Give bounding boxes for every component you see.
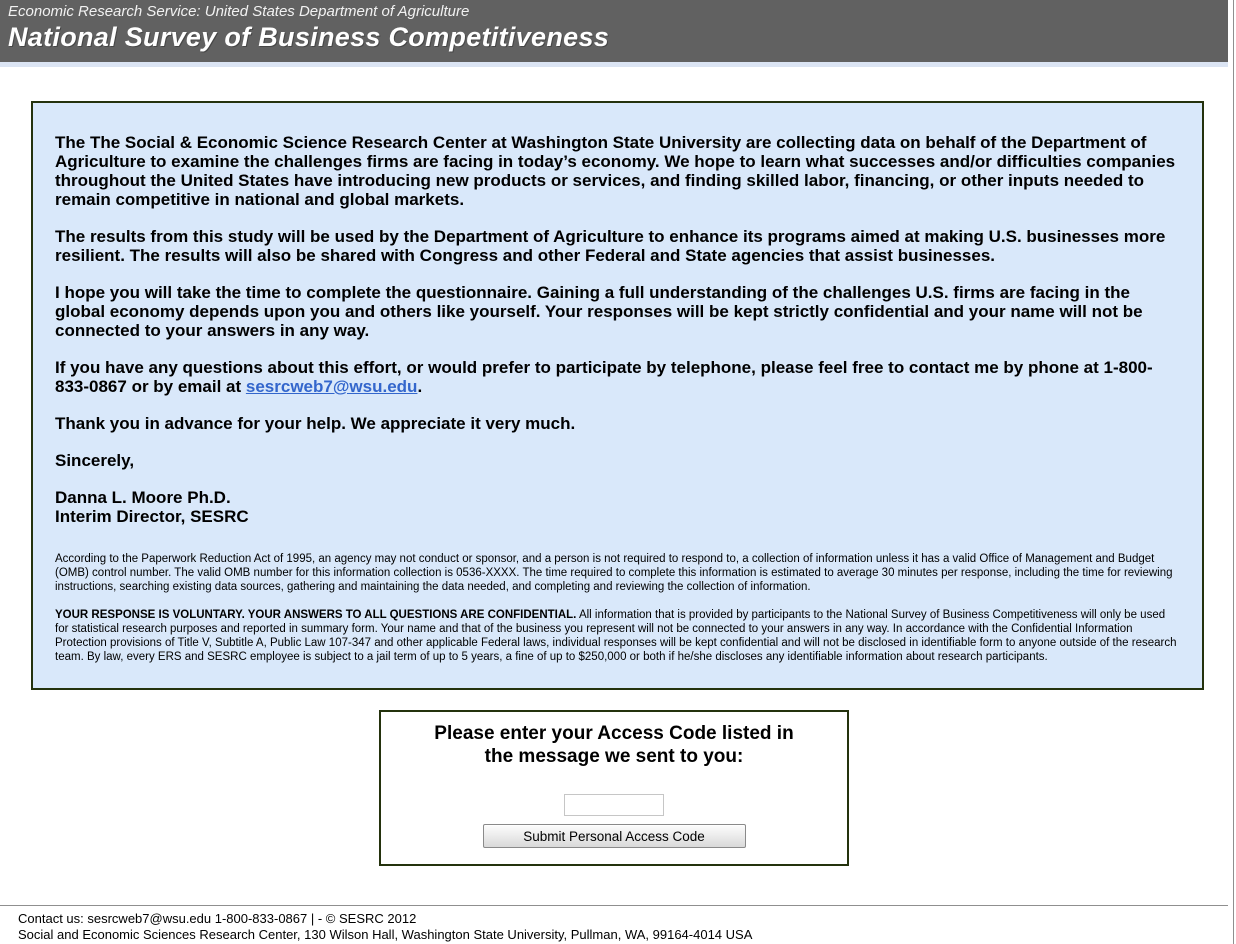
access-code-input[interactable] <box>564 794 664 816</box>
letter-paragraph-confidential: I hope you will take the time to complete the questionnaire. Gaining a full understanding of the challenges U.S. firms are facing in the global economy depends upon you and others like yourself. Your responses will be kept strictly confidential and your name will not be connected to your answers in any way. <box>55 283 1143 340</box>
footer-address-line: Social and Economic Sciences Research Center, 130 Wilson Hall, Washington State University, Pullman, WA, 99164-4014 USA <box>18 927 753 942</box>
voluntary-notice-bold-lead: YOUR RESPONSE IS VOLUNTARY. YOUR ANSWERS TO ALL QUESTIONS ARE CONFIDENTIAL. <box>55 609 577 621</box>
page-footer <box>0 905 1228 943</box>
contact-email-link[interactable]: sesrcweb7@wsu.edu <box>245 377 418 396</box>
contact-text-before-email: If you have any questions about this effort, or would prefer to participate by telephone, please feel free to contact me by phone at 1-800-833-0867 or by email at <box>55 358 1153 396</box>
submit-access-code-button[interactable]: Submit Personal Access Code <box>483 824 746 848</box>
site-header <box>0 0 1228 62</box>
access-code-panel <box>379 710 849 866</box>
signature-block <box>55 488 1180 526</box>
scrollbar-line <box>1233 0 1234 944</box>
scrollbar-track[interactable] <box>1228 0 1236 944</box>
voluntary-confidentiality-notice <box>55 608 1180 664</box>
header-accent-bar <box>0 62 1228 67</box>
letter-paragraph-intro: The The Social & Economic Science Research Center at Washington State University are collecting data on behalf of the Department of Agriculture to examine the challenges firms are facing in today’s economy. We hope to learn what successes and/or difficulties companies throughout the United States have introducing new products or services, and finding skilled labor, financing, or other inputs needed to remain competitive in national and global markets. <box>55 133 1176 209</box>
footer-contact-line: Contact us: sesrcweb7@wsu.edu 1-800-833-0867 | - © SESRC 2012 <box>18 911 417 926</box>
letter-paragraph-thanks: Thank you in advance for your help. We appreciate it very much. <box>55 414 576 433</box>
paperwork-reduction-notice: According to the Paperwork Reduction Act of 1995, an agency may not conduct or sponsor, and a person is not required to respond to, a collection of information unless it has a valid Office of Management and Budget (OMB) control number. The valid OMB number for this information collection is 0536-XXXX. The time required to complete this information is estimated to average 30 minutes per response, including the time for reviewing instructions, searching existing data sources, gathering and maintaining the data needed, and completing and reviewing the collection of information. <box>55 553 1173 593</box>
voluntary-notice-body: All information that is provided by participants to the National Survey of Business Competitiveness will only be used for statistical research purposes and reported in summary form. Your name and that of the business you represent will not be connected to your answers in any way. In accordance with the Confidential Information Protection provisions of Title V, Subtitle A, Public Law 107-347 and other applicable Federal laws, individual responses will be kept confidential and will not be disclosed in identifiable form to anyone outside of the research team. By law, every ERS and SESRC employee is subject to a jail term of up to 5 years, a fine of up to $250,000 or both if he/she discloses any identifiable information about research participants. <box>55 609 1177 663</box>
invitation-letter-panel <box>31 101 1204 690</box>
agency-line: Economic Research Service: United States Department of Agriculture <box>8 3 470 20</box>
signature-title: Interim Director, SESRC <box>55 507 249 526</box>
letter-closing: Sincerely, <box>55 451 135 470</box>
contact-text-after-email: . <box>417 377 423 396</box>
letter-paragraph-results: The results from this study will be used by the Department of Agriculture to enhance its programs aimed at making U.S. businesses more resilient. The results will also be shared with Congress and other Federal and State agencies that assist businesses. <box>55 227 1166 265</box>
page-title: National Survey of Business Competitiveness <box>8 22 610 52</box>
letter-paragraph-contact <box>55 358 1180 396</box>
access-code-prompt: Please enter your Access Code listed in the message we sent to you: <box>434 723 794 767</box>
signature-name: Danna L. Moore Ph.D. <box>55 488 231 507</box>
